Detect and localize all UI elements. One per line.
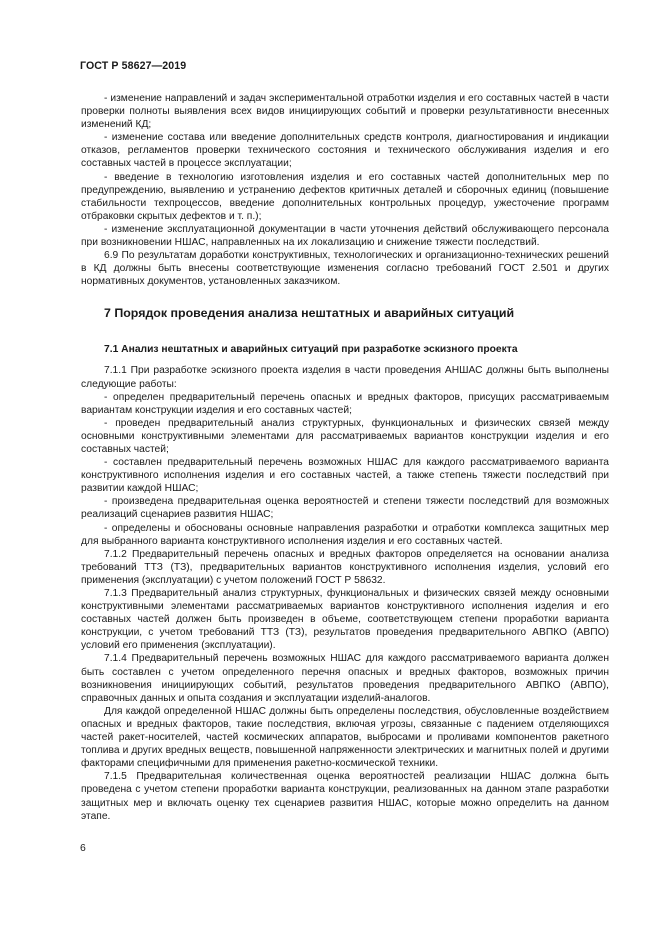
paragraph-7-1-1: 7.1.1 При разработке эскизного проекта изделия в части проведения АНШАС должны быть выполнены следующие работы: bbox=[81, 365, 609, 390]
subsection-heading: 7.1 Анализ нештатных и аварийных ситуаций при разработке эскизного проекта bbox=[104, 344, 518, 356]
document-body bbox=[81, 92, 609, 823]
paragraph-7-1-5: 7.1.5 Предварительная количественная оценка вероятностей реализации НШАС должна быть проведена с учетом степени проработки варианта конструкции, реализованных на данном этапе разработки защитных мер и включать оценку тех сценариев развития НШАС, которые можно определить на данном этапе. bbox=[81, 771, 609, 822]
paragraph-7-1-2: 7.1.2 Предварительный перечень опасных и вредных факторов определяется на основании анализа требований ТТЗ (ТЗ), предварительных вариантов конструктивного исполнения изделия, условий его применения (эксплуатации) с учетом положений ГОСТ Р 58632. bbox=[81, 548, 609, 586]
list-item: - проведен предварительный анализ структурных, функциональных и физических связей между основными конструктивными элементами для рассматриваемых вариантов конструкции изделия и его составных частей; bbox=[81, 417, 609, 455]
document-header: ГОСТ Р 58627—2019 bbox=[80, 60, 187, 72]
paragraph-consequences: Для каждой определенной НШАС должны быть определены последствия, обусловленные воздействием опасных и вредных факторов, такие последствия, включая угрозы, связанные с падением отделяющихся частей ракет-носителей, частей космических аппаратов, выбросами и проливами компонентов ракетного топлива и других вредных веществ, повышенной напряженности электрических и магнитных полей и другими факторами специфичными для применения ракетно-космической техники. bbox=[81, 705, 609, 770]
list-item: - изменение направлений и задач экспериментальной отработки изделия и его составных частей в части проверки полноты выявления всех видов инициирующих событий и проверки результативности внесенных изменений КД; bbox=[81, 93, 609, 131]
section-heading: 7 Порядок проведения анализа нештатных и аварийных ситуаций bbox=[104, 306, 515, 321]
list-item: - произведена предварительная оценка вероятностей и степени тяжести последствий для возможных реализаций сценариев развития НШАС; bbox=[81, 496, 609, 521]
list-item: - введение в технологию изготовления изделия и его составных частей дополнительных мер по предупреждению, выявлению и устранению дефектов критичных деталей и сборочных единиц (повышение стабильности техпроцессов, введение дополнительных контрольных процедур, ужесточение программ отбраковки скрытых дефектов и т. п.); bbox=[81, 171, 609, 222]
paragraph-6-9: 6.9 По результатам доработки конструктивных, технологических и организационно-технических решений в КД должны быть внесены соответствующие изменения согласно требований ГОСТ 2.501 и других нормативных документов, установленных заказчиком. bbox=[81, 250, 609, 288]
list-item: - изменение состава или введение дополнительных средств контроля, диагностирования и индикации отказов, регламентов проверки технического состояния и технического обслуживания изделия и его составных частей в процессе эксплуатации; bbox=[81, 132, 609, 170]
page-number: 6 bbox=[80, 843, 86, 854]
list-item: - составлен предварительный перечень возможных НШАС для каждого рассматриваемого варианта конструктивного исполнения изделия и его составных частей, а также степень тяжести последствий при развитии каждой НШАС; bbox=[81, 457, 609, 495]
list-item: - изменение эксплуатационной документации в части уточнения действий обслуживающего персонала при возникновении НШАС, направленных на их локализацию и снижение тяжести последствий. bbox=[81, 223, 609, 249]
list-item: - определен предварительный перечень опасных и вредных факторов, присущих рассматриваемым вариантам конструкции изделия и его составных частей; bbox=[81, 391, 609, 416]
list-item: - определены и обоснованы основные направления разработки и отработки комплекса защитных мер для выбранного варианта конструктивного исполнения изделия и его составных частей. bbox=[81, 522, 609, 547]
paragraph-7-1-4: 7.1.4 Предварительный перечень возможных НШАС для каждого рассматриваемого варианта должен быть составлен с учетом определенного перечня опасных и вредных факторов, возможных причин возникновения инициирующих событий, результатов проведения предварительного АВПКО (АВПО), справочных данных и опыта создания и эксплуатации изделий-аналогов. bbox=[81, 653, 609, 704]
paragraph-7-1-3: 7.1.3 Предварительный анализ структурных, функциональных и физических связей между основными конструктивными элементами рассматриваемых вариантов конструктивного исполнения изделия и его составных частей должен быть произведен в объеме, соответствующем степени проработки варианта конструкции, с учетом требований ТТЗ (ТЗ), результатов проведения предварительного АВПКО (АВПО) условий его применения (эксплуатации). bbox=[81, 588, 609, 652]
